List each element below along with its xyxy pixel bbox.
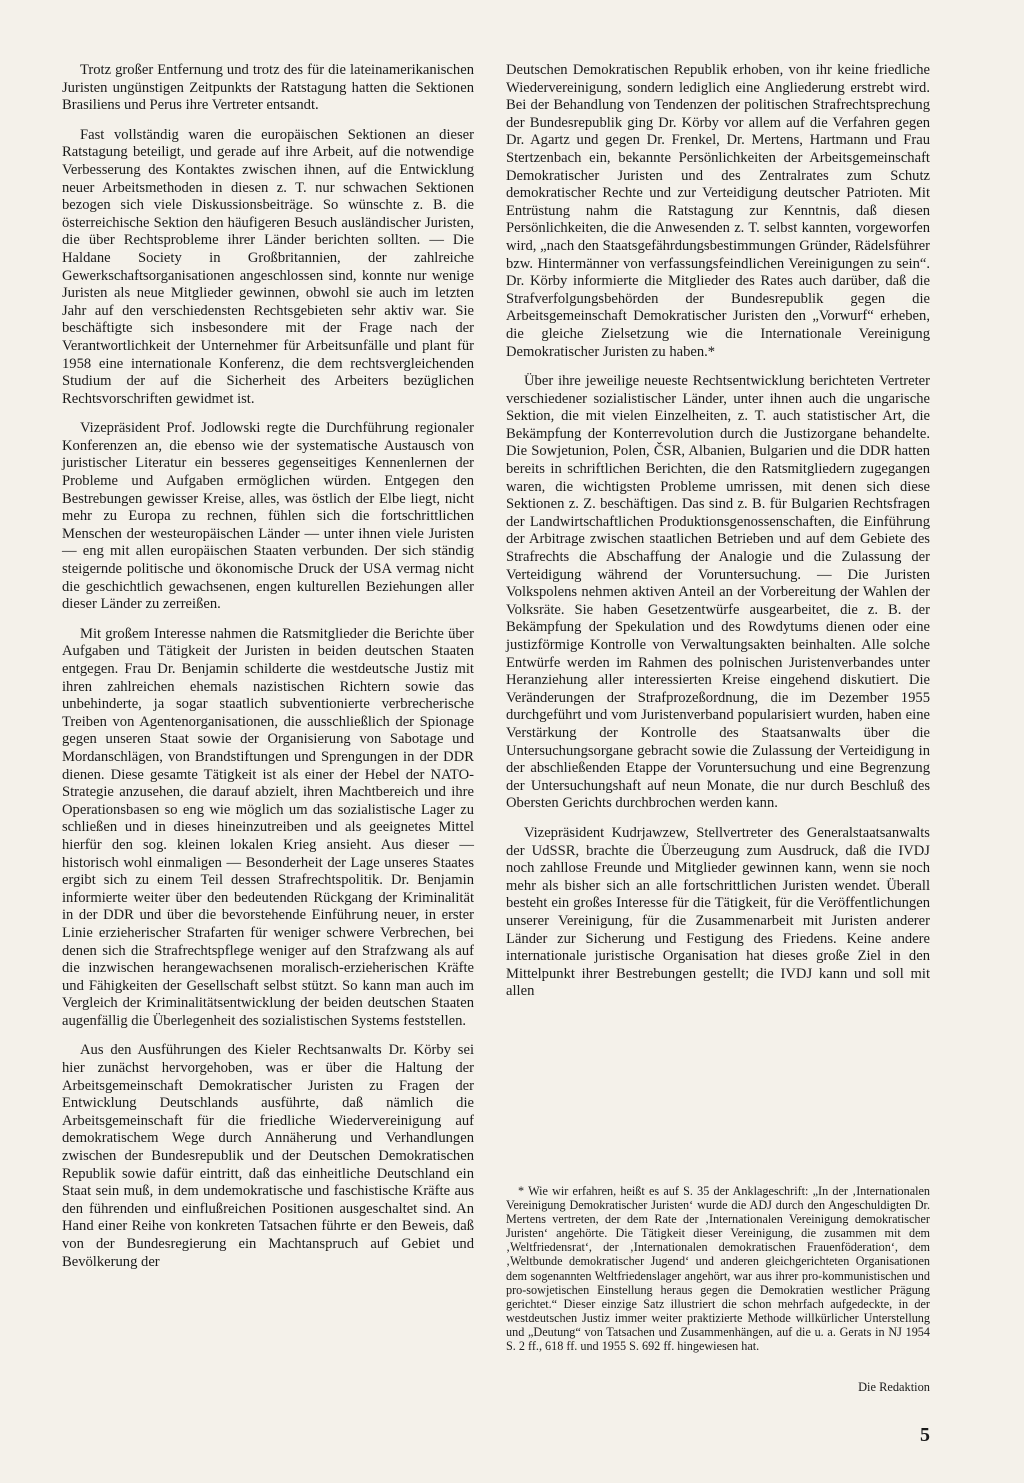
- editorial-signature: Die Redaktion: [858, 1380, 930, 1394]
- paragraph: Trotz großer Entfernung und trotz des für die lateinamerikanischen Juristen ungünstigen Zeitpunkts der Ratstagung hatten die Sektionen Brasiliens und Perus ihre Vertreter entsandt.: [62, 62, 474, 114]
- right-column: [506, 62, 930, 1013]
- paragraph: Aus den Ausführungen des Kieler Rechtsanwalts Dr. Körby sei hier zunächst hervorgehoben, was er über die Haltung der Arbeitsgemeinschaft Demokratischer Juristen zu Fragen der Entwicklung Deutschlands ausführte, daß nämlich die Arbeitsgemeinschaft für die friedliche Wiedervereinigung auf demokratischem Wege durch Annäherung und Verhandlungen zwischen der Bundesrepublik und der Deutschen Demokratischen Republik sowie dafür eintritt, daß das einheitliche Deutschland ein Staat sein muß, in dem undemokratische und faschistische Kräfte aus den führenden und einflußreichen Positionen ausgeschaltet sind. An Hand einer Reihe von konkreten Tatsachen führte er den Beweis, daß von der Bundesregierung ein Machtanspruch auf Gebiet und Bevölkerung der: [62, 1042, 474, 1270]
- left-column: [62, 62, 474, 1283]
- paragraph: Deutschen Demokratischen Republik erhoben, von ihr keine friedliche Wiedervereinigung, sondern lediglich eine Angliederung erstrebt wird. Bei der Behandlung von Tendenzen der politischen Strafrechtsprechung der Bundesrepublik ging Dr. Körby vor allem auf die Verfahren gegen Dr. Agartz und gegen Dr. Frenkel, Dr. Mertens, Hartmann und Frau Stertzenbach ein, bekannte Persönlichkeiten der Arbeitsgemeinschaft Demokratischer Juristen und des Zentralrates zum Schutz demokratischer Rechte und zur Verteidigung deutscher Patrioten. Mit Entrüstung nahm die Ratstagung zur Kenntnis, daß diesen Persönlichkeiten, die die Anwesenden z. T. selbst kannten, vorgeworfen wird, „nach den Staatsgefährdungsbestimmungen Gründer, Rädelsführer bzw. Hintermänner von verfassungsfeindlichen Vereinigungen zu sein“. Dr. Körby informierte die Mitglieder des Rates auch darüber, daß die Strafverfolgungsbehörden der Bundesrepublik gegen die Arbeitsgemeinschaft Demokratischer Juristen den „Vorwurf“ erheben, die gleiche Zielsetzung wie die Internationale Vereinigung Demokratischer Juristen zu haben.*: [506, 62, 930, 360]
- paragraph: Vizepräsident Kudrjawzew, Stellvertreter des Generalstaatsanwalts der UdSSR, brachte die Überzeugung zum Ausdruck, daß die IVDJ noch zahllose Freunde und Mitglieder gewinnen kann, wenn sie noch mehr als bisher sich an alle fortschrittlichen Juristen wendet. Überall besteht ein großes Interesse für die Tätigkeit, für die Veröffentlichungen unserer Vereinigung, für die Zusammenarbeit mit Juristen anderer Länder zur Sicherung und Festigung des Friedens. Keine andere internationale juristische Organisation hat dieses große Ziel in den Mittelpunkt ihrer Bestrebungen gestellt; die IVDJ kann und soll mit allen: [506, 824, 930, 1000]
- paragraph: Fast vollständig waren die europäischen Sektionen an dieser Ratstagung beteiligt, und gerade auf ihre Arbeit, auf die notwendige Verbesserung des Kontaktes zwischen ihnen, auf die Entwicklung neuer Arbeitsmethoden in diesen z. T. nur schwachen Sektionen bezogen sich viele Diskussionsbeiträge. So wünschte z. B. die österreichische Sektion den häufigeren Besuch ausländischer Juristen, die über Rechtsprobleme ihrer Länder berichten sollten. — Die Haldane Society in Großbritannien, der zahlreiche Gewerkschaftsorganisationen angeschlossen sind, konnte nur wenige Juristen als neue Mitglieder gewinnen, obwohl sie auch im letzten Jahr auf den verschiedensten Rechtsgebieten sehr aktiv war. Sie beschäftigte sich insbesondere mit der Frage nach der Verantwortlichkeit der Unternehmer für Arbeitsunfälle und plant für 1958 eine internationale Konferenz, die dem rechtsvergleichenden Studium der auf die Sicherheit des Arbeiters bezüglichen Rechtsvorschriften gewidmet ist.: [62, 126, 474, 407]
- paragraph: Über ihre jeweilige neueste Rechtsentwicklung berichteten Vertreter verschiedener sozialistischer Länder, unter ihnen auch die ungarische Sektion, die mit vielen Einzelheiten, z. T. auch statistischer Art, die Bekämpfung der Konterrevolution durch die Justizorgane behandelte. Die Sowjetunion, Polen, ČSR, Albanien, Bulgarien und die DDR hatten bereits in schriftlichen Berichten, die den Ratsmitgliedern zugegangen waren, die wichtigsten Probleme umrissen, mit denen sich diese Sektionen z. Z. beschäftigen. Das sind z. B. für Bulgarien Rechtsfragen der Landwirtschaftlichen Produktionsgenossenschaften, die Einführung der Arbitrage zwischen staatlichen Betrieben und auf dem Gebiete des Strafrechts die Abschaffung der Analogie und die Zulassung der Verteidigung während der Voruntersuchung. — Die Juristen Volkspolens nehmen aktiven Anteil an der Vorbereitung der Wahlen der Volksräte. Sie haben Gesetzentwürfe ausgearbeitet, die z. B. der Bekämpfung der Spekulation und des Rowdytums dienen oder eine justizförmige Kontrolle von Verwaltungsakten beinhalten. Alle solche Entwürfe werden im Rahmen des polnischen Juristenverbandes unter Heranziehung aller interessierten Kreise eingehend diskutiert. Die Veränderungen der Strafprozeßordnung, die im Dezember 1955 durchgeführt und vom Juristenverband popularisiert wurden, haben eine Verstärkung der Kontrolle des Staatsanwalts über die Untersuchungsorgane gebracht sowie die Zulassung der Verteidigung in der abschließenden Etappe der Voruntersuchung und eine Begrenzung der Untersuchungshaft auf neun Monate, die nur durch Beschluß des Obersten Gerichts durchbrochen werden kann.: [506, 373, 930, 812]
- paragraph: Mit großem Interesse nahmen die Ratsmitglieder die Berichte über Aufgaben und Tätigkeit der Juristen in beiden deutschen Staaten entgegen. Frau Dr. Benjamin schilderte die westdeutsche Justiz mit ihren zahlreichen ehemals nazistischen Richtern sowie das unbehinderte, ja sogar staatlich subventionierte verbrecherische Treiben von Agentenorganisationen, die ausschließlich der Spionage gegen unseren Staat sowie der Organisierung von Sabotage und Mordanschlägen, von Brandstiftungen und Sprengungen in der DDR dienen. Diese gesamte Tätigkeit ist als einer der Hebel der NATO-Strategie anzusehen, die darauf abzielt, ihren Machtbereich und ihre Operationsbasen so eng wie möglich um das sozialistische Lager zu schließen und in dieses hineinzutreiben und als geeignetes Mittel hierfür den sog. kleinen lokalen Krieg ansieht. Aus dieser — historisch wohl einmaligen — Besonderheit der Lage unseres Staates ergibt sich zu einem Teil dessen Strafrechtspolitik. Dr. Benjamin informierte weiter über den bedeutenden Rückgang der Kriminalität in der DDR und über die bevorstehende Einführung neuer, in erster Linie erzieherischer Strafarten für weniger schwere Verbrechen, bei denen sich die Strafrechtspflege weniger auf den Strafzwang als auf die inzwischen herangewachsenen moralisch-erzieherischen Kräfte und Fähigkeiten der Gesellschaft selbst stützt. So kann man auch im Vergleich der Kriminalitätsentwicklung der beiden deutschen Staaten augenfällig die Überlegenheit des sozialistischen Systems feststellen.: [62, 625, 474, 1029]
- page-number: 5: [920, 1424, 930, 1446]
- footnote: [506, 1184, 930, 1353]
- footnote-text: * Wie wir erfahren, heißt es auf S. 35 der Anklageschrift: „In der ‚Internationalen Vereinigung Demokratischer Juristen‘ wurde die ADJ durch den Angeschuldigten Dr. Mertens vertreten, der dem Rate der ‚Internationalen Vereinigung demokratischer Juristen‘ angehörte. Die Tätigkeit dieser Vereinigung, die zusammen mit dem ‚Weltfriedensrat‘, der ‚Internationalen demokratischen Frauenföderation‘, dem ‚Weltbunde demokratischer Jugend‘ und anderen gleichgerichteten Organisationen dem sogenannten Weltfriedenslager angehört, war aus ihrer pro-kommunistischen und pro-sowjetischen Einstellung heraus gegen die Demokratien westlicher Prägung gerichtet.“ Dieser einzige Satz illustriert die schon mehrfach aufgedeckte, in der westdeutschen Justiz immer weiter praktizierte Methode willkürlicher Unterstellung und „Deutung“ von Tatsachen und Zusammenhängen, auf die u. a. Gerats in NJ 1954 S. 2 ff., 618 ff. und 1955 S. 692 ff. hingewiesen hat.: [506, 1184, 930, 1354]
- paragraph: Vizepräsident Prof. Jodlowski regte die Durchführung regionaler Konferenzen an, die ebenso wie der systematische Austausch von juristischer Literatur ein besseres gegenseitiges Kennenlernen der Probleme und Aufgaben ermöglichen würden. Entgegen den Bestrebungen gewisser Kreise, alles, was östlich der Elbe liegt, nicht mehr zu Europa zu rechnen, fühlen sich die fortschrittlichen Menschen der westeuropäischen Länder — unter ihnen viele Juristen — eng mit allen europäischen Staaten verbunden. Der sich ständig steigernde politische und ökonomische Druck der USA vermag nicht die geschichtlich gewachsenen, engen kulturellen Beziehungen aller dieser Länder zu zerreißen.: [62, 420, 474, 613]
